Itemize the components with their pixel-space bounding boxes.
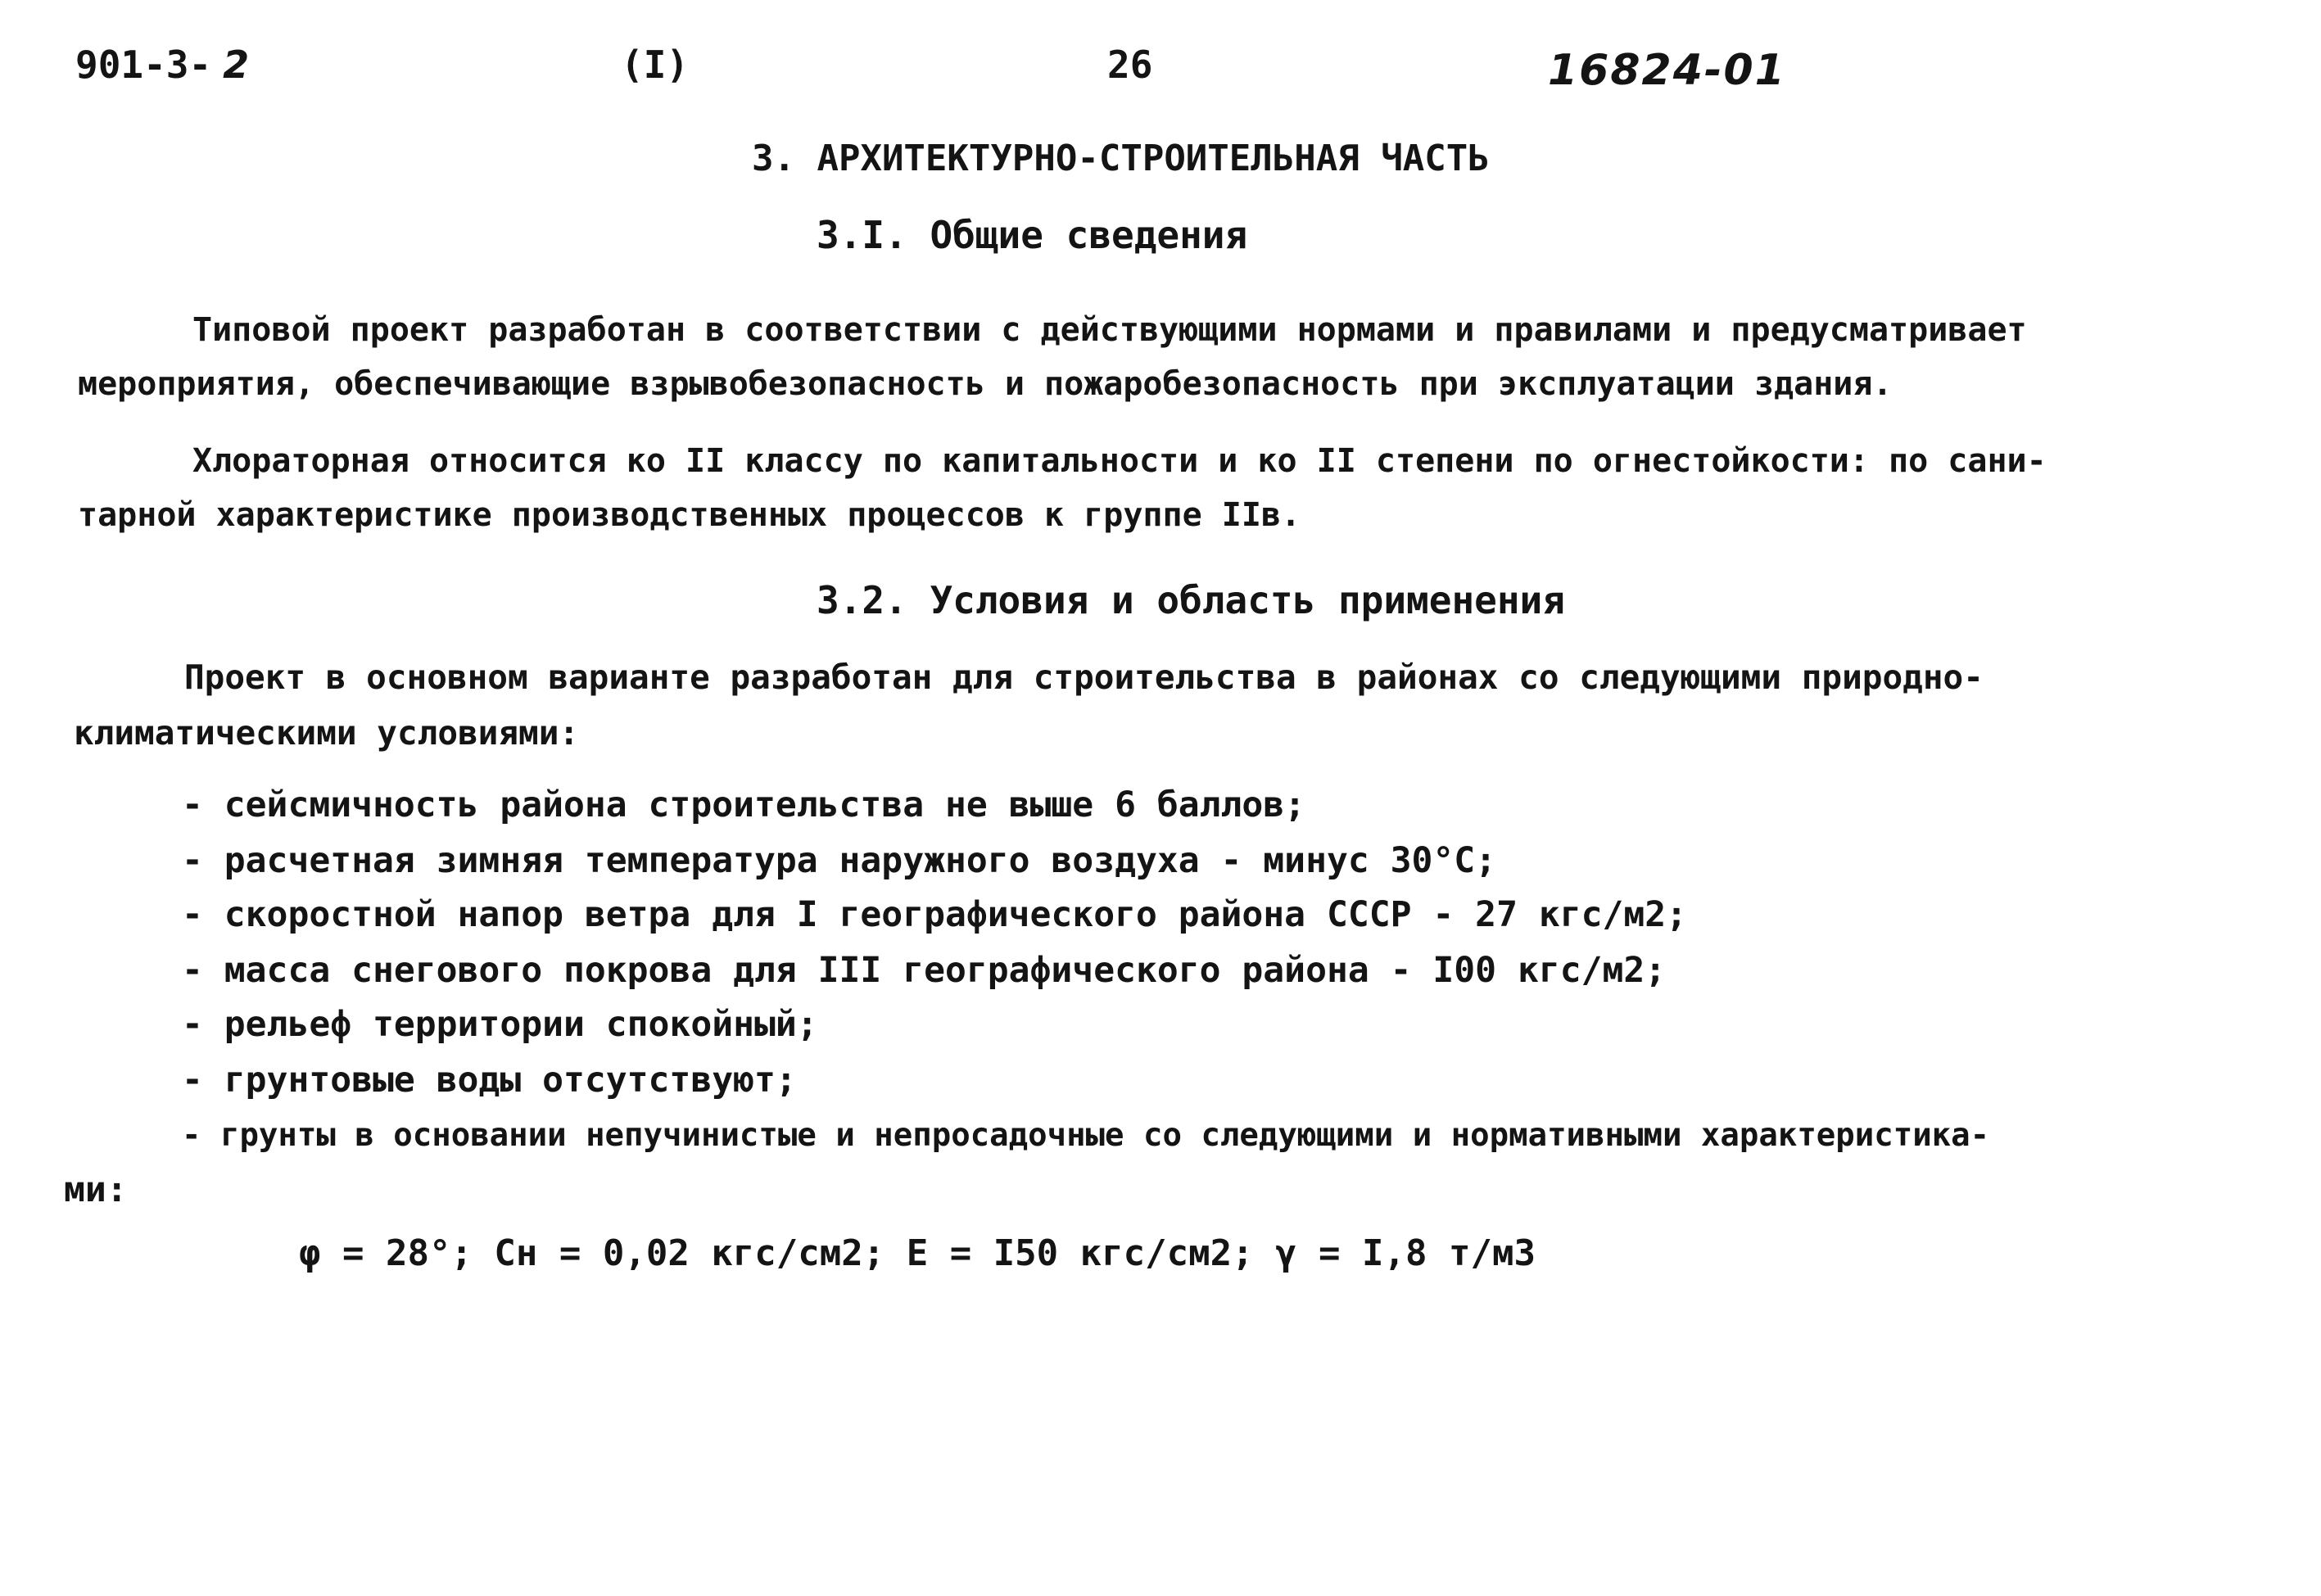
condition-item: - грунтовые воды отсутствуют; [182, 1060, 797, 1101]
condition-item: - рельеф территории спокойный; [182, 1004, 818, 1045]
intro-line-2: климатическими условиями: [74, 713, 580, 753]
soil-characteristics-formula: φ = 28°; Сн = 0,02 кгс/см2; Е = I50 кгс/см2; γ = I,8 т/м3 [299, 1232, 1536, 1274]
section-title: 3. АРХИТЕКТУРНО-СТРОИТЕЛЬНАЯ ЧАСТЬ [752, 138, 1490, 179]
doc-code [75, 43, 249, 87]
doc-code-handwritten: 2 [223, 43, 250, 87]
condition-item: - грунты в основании непучинистые и непросадочные со следующими и нормативными характеристика- [182, 1117, 1990, 1154]
condition-item: - расчетная зимняя температура наружного воздуха - минус 30°С; [182, 840, 1497, 881]
paragraph-2-line-2: тарной характеристике производственных процессов к группе IIв. [78, 496, 1301, 534]
condition-item: - масса снегового покрова для III географического района - I00 кгс/м2; [182, 950, 1667, 991]
part-number: (I) [621, 43, 690, 87]
doc-code-printed: 901-3- [75, 43, 212, 87]
condition-item: - сейсмичность района строительства не выше 6 баллов; [182, 784, 1306, 825]
subsection-title-3-2: 3.2. Условия и область применения [817, 578, 1565, 622]
paragraph-1-line-2: мероприятия, обеспечивающие взрывобезопасность и пожаробезопасность при эксплуатации здания. [78, 365, 1893, 403]
inventory-number: 16824-01 [1548, 46, 1786, 95]
page-number: 26 [1107, 43, 1153, 87]
condition-item-continuation: ми: [64, 1169, 128, 1210]
paragraph-2-line-1: Хлораторная относится ко II классу по капитальности и ко II степени по огнестойкости: по сани- [192, 442, 2047, 480]
condition-item: - скоростной напор ветра для I географического района СССР - 27 кгс/м2; [182, 894, 1688, 935]
paragraph-1-line-1: Типовой проект разработан в соответствии с действующими нормами и правилами и предусматривает [192, 311, 2027, 349]
subsection-title-3-1: 3.I. Общие сведения [817, 213, 1248, 257]
intro-line-1: Проект в основном варианте разработан для строительства в районах со следующими природно- [184, 658, 1984, 697]
